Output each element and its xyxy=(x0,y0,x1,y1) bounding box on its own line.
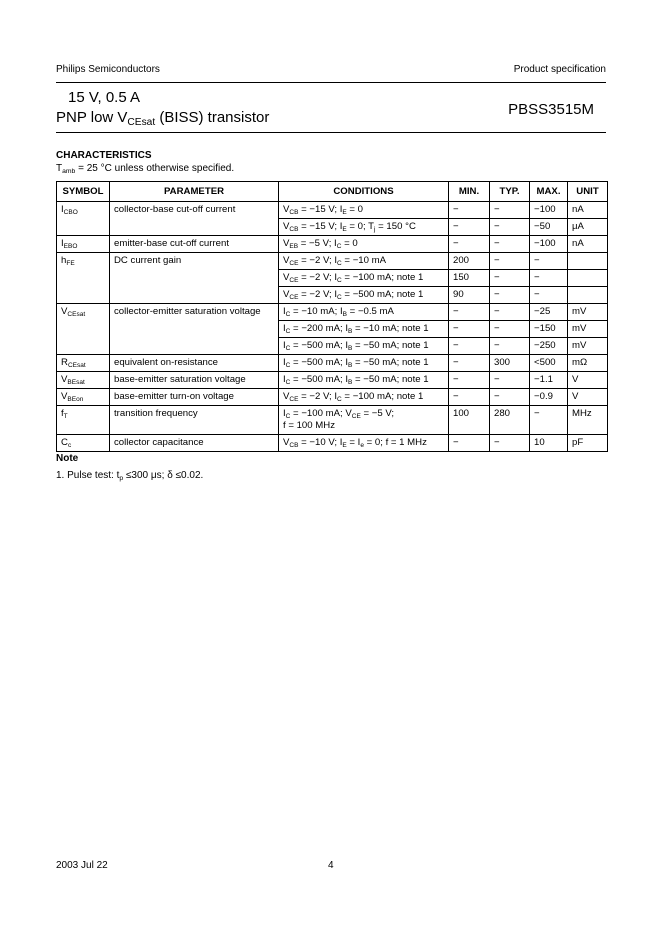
cell-max: −1.1 xyxy=(530,372,568,389)
cell-symbol: $h_{FE}$ xyxy=(57,253,110,304)
cell-unit xyxy=(568,287,608,304)
cell-typ: − xyxy=(490,202,530,219)
col-max: MAX. xyxy=(530,182,568,202)
footer-date: 2003 Jul 22 xyxy=(56,860,108,871)
table-row xyxy=(57,406,608,435)
cell-typ: − xyxy=(490,304,530,321)
cell-conditions: $I_C = -500$ mA; $I_B = -50$ mA; note 1 xyxy=(279,372,449,389)
cell-parameter: DC current gain xyxy=(110,253,279,304)
cell-min: − xyxy=(449,219,490,236)
cell-parameter: base-emitter saturation voltage xyxy=(110,372,279,389)
cell-max: −0.9 xyxy=(530,389,568,406)
cell-typ: 300 xyxy=(490,355,530,372)
cell-symbol: $V_{BEsat}$ xyxy=(57,372,110,389)
cell-max: −250 xyxy=(530,338,568,355)
cell-conditions: $V_{CB} = -15$ V; $I_E = 0$ xyxy=(279,202,449,219)
title-rating: 15 V, 0.5 A xyxy=(68,89,141,106)
cell-min: − xyxy=(449,236,490,253)
cell-max: − xyxy=(530,406,568,435)
cell-unit: MHz xyxy=(568,406,608,435)
cell-max: −100 xyxy=(530,236,568,253)
part-number: PBSS3515M xyxy=(508,101,594,118)
cell-parameter: emitter-base cut-off current xyxy=(110,236,279,253)
note-heading: Note xyxy=(56,453,79,464)
page-number: 4 xyxy=(328,860,334,871)
cell-parameter: collector-base cut-off current xyxy=(110,202,279,236)
cell-conditions: $I_C = -200$ mA; $I_B = -10$ mA; note 1 xyxy=(279,321,449,338)
cell-typ: − xyxy=(490,389,530,406)
cell-typ: − xyxy=(490,372,530,389)
cell-max: −50 xyxy=(530,219,568,236)
title-rule xyxy=(56,132,606,133)
title-description: PNP low $V_{CEsat}$ (BISS) transistor xyxy=(56,109,270,129)
cell-typ: − xyxy=(490,253,530,270)
cell-unit xyxy=(568,270,608,287)
cell-typ: − xyxy=(490,338,530,355)
cell-symbol: $V_{BEon}$ xyxy=(57,389,110,406)
header-doc-type: Product specification xyxy=(513,64,606,75)
cell-parameter: collector-emitter saturation voltage xyxy=(110,304,279,355)
cell-typ: − xyxy=(490,219,530,236)
cell-symbol: $I_{CBO}$ xyxy=(57,202,110,236)
col-typ: TYP. xyxy=(490,182,530,202)
cell-symbol: $f_T$ xyxy=(57,406,110,435)
table-row xyxy=(57,372,608,389)
cell-max: <500 xyxy=(530,355,568,372)
cell-max: −150 xyxy=(530,321,568,338)
table-row xyxy=(57,355,608,372)
cell-min: − xyxy=(449,355,490,372)
cell-unit: μA xyxy=(568,219,608,236)
cell-min: − xyxy=(449,304,490,321)
cell-max: − xyxy=(530,287,568,304)
cell-typ: − xyxy=(490,270,530,287)
cell-conditions: $I_C = -500$ mA; $I_B = -50$ mA; note 1 xyxy=(279,338,449,355)
cell-min: 100 xyxy=(449,406,490,435)
cell-unit: mΩ xyxy=(568,355,608,372)
cell-conditions: $V_{CB} = -10$ V; $I_E = I_e = 0$; f = 1 MHz xyxy=(279,435,449,452)
section-condition: $T_{amb} = 25$ °C unless otherwise specified. xyxy=(56,163,235,176)
note-item: 1. Pulse test: $t_p \le 300$ μs; δ ≤0.02. xyxy=(56,470,204,483)
cell-min: − xyxy=(449,435,490,452)
cell-unit: V xyxy=(568,372,608,389)
cell-unit: mV xyxy=(568,304,608,321)
col-parameter: PARAMETER xyxy=(110,182,279,202)
cell-max: − xyxy=(530,270,568,287)
table-body xyxy=(57,202,608,452)
cell-symbol: $V_{CEsat}$ xyxy=(57,304,110,355)
cell-parameter: transition frequency xyxy=(110,406,279,435)
cell-typ: − xyxy=(490,435,530,452)
cell-unit: mV xyxy=(568,321,608,338)
cell-unit: nA xyxy=(568,202,608,219)
header-rule xyxy=(56,82,606,83)
cell-symbol: $I_{EBO}$ xyxy=(57,236,110,253)
col-unit: UNIT xyxy=(568,182,608,202)
cell-min: − xyxy=(449,372,490,389)
cell-min: 150 xyxy=(449,270,490,287)
cell-unit xyxy=(568,253,608,270)
table-row xyxy=(57,389,608,406)
cell-conditions: $V_{CE} = -2$ V; $I_C = -500$ mA; note 1 xyxy=(279,287,449,304)
cell-max: 10 xyxy=(530,435,568,452)
cell-conditions: $I_C = -100$ mA; $V_{CE} = -5$ V; f = 100 MHz xyxy=(279,406,449,435)
cell-max: − xyxy=(530,253,568,270)
cell-unit: pF xyxy=(568,435,608,452)
cell-typ: − xyxy=(490,287,530,304)
cell-conditions: $V_{CE} = -2$ V; $I_C = -100$ mA; note 1 xyxy=(279,389,449,406)
table-row xyxy=(57,304,608,321)
cell-parameter: base-emitter turn-on voltage xyxy=(110,389,279,406)
cell-symbol: $C_c$ xyxy=(57,435,110,452)
cell-conditions: $V_{CE} = -2$ V; $I_C = -100$ mA; note 1 xyxy=(279,270,449,287)
col-conditions: CONDITIONS xyxy=(279,182,449,202)
col-min: MIN. xyxy=(449,182,490,202)
header-company: Philips Semiconductors xyxy=(56,64,160,75)
cell-unit: mV xyxy=(568,338,608,355)
cell-parameter: collector capacitance xyxy=(110,435,279,452)
table-row xyxy=(57,202,608,219)
cell-conditions: $V_{CE} = -2$ V; $I_C = -10$ mA xyxy=(279,253,449,270)
table-header-row xyxy=(57,182,608,202)
cell-symbol: $R_{CEsat}$ xyxy=(57,355,110,372)
cell-parameter: equivalent on-resistance xyxy=(110,355,279,372)
table-row xyxy=(57,435,608,452)
table-row xyxy=(57,236,608,253)
table-row xyxy=(57,253,608,270)
cell-conditions: $V_{EB} = -5$ V; $I_C = 0$ xyxy=(279,236,449,253)
cell-unit: nA xyxy=(568,236,608,253)
cell-min: − xyxy=(449,338,490,355)
section-heading: CHARACTERISTICS xyxy=(56,150,152,161)
cell-typ: − xyxy=(490,321,530,338)
cell-conditions: $I_C = -500$ mA; $I_B = -50$ mA; note 1 xyxy=(279,355,449,372)
cell-conditions: $V_{CB} = -15$ V; $I_E = 0$; $T_j = 150$ °C xyxy=(279,219,449,236)
cell-typ: − xyxy=(490,236,530,253)
cell-min: 90 xyxy=(449,287,490,304)
cell-max: −25 xyxy=(530,304,568,321)
cell-min: − xyxy=(449,202,490,219)
cell-min: − xyxy=(449,389,490,406)
col-symbol: SYMBOL xyxy=(57,182,110,202)
cell-max: −100 xyxy=(530,202,568,219)
cell-typ: 280 xyxy=(490,406,530,435)
cell-min: − xyxy=(449,321,490,338)
cell-min: 200 xyxy=(449,253,490,270)
cell-unit: V xyxy=(568,389,608,406)
characteristics-table xyxy=(56,181,608,452)
cell-conditions: $I_C = -10$ mA; $I_B = -0.5$ mA xyxy=(279,304,449,321)
